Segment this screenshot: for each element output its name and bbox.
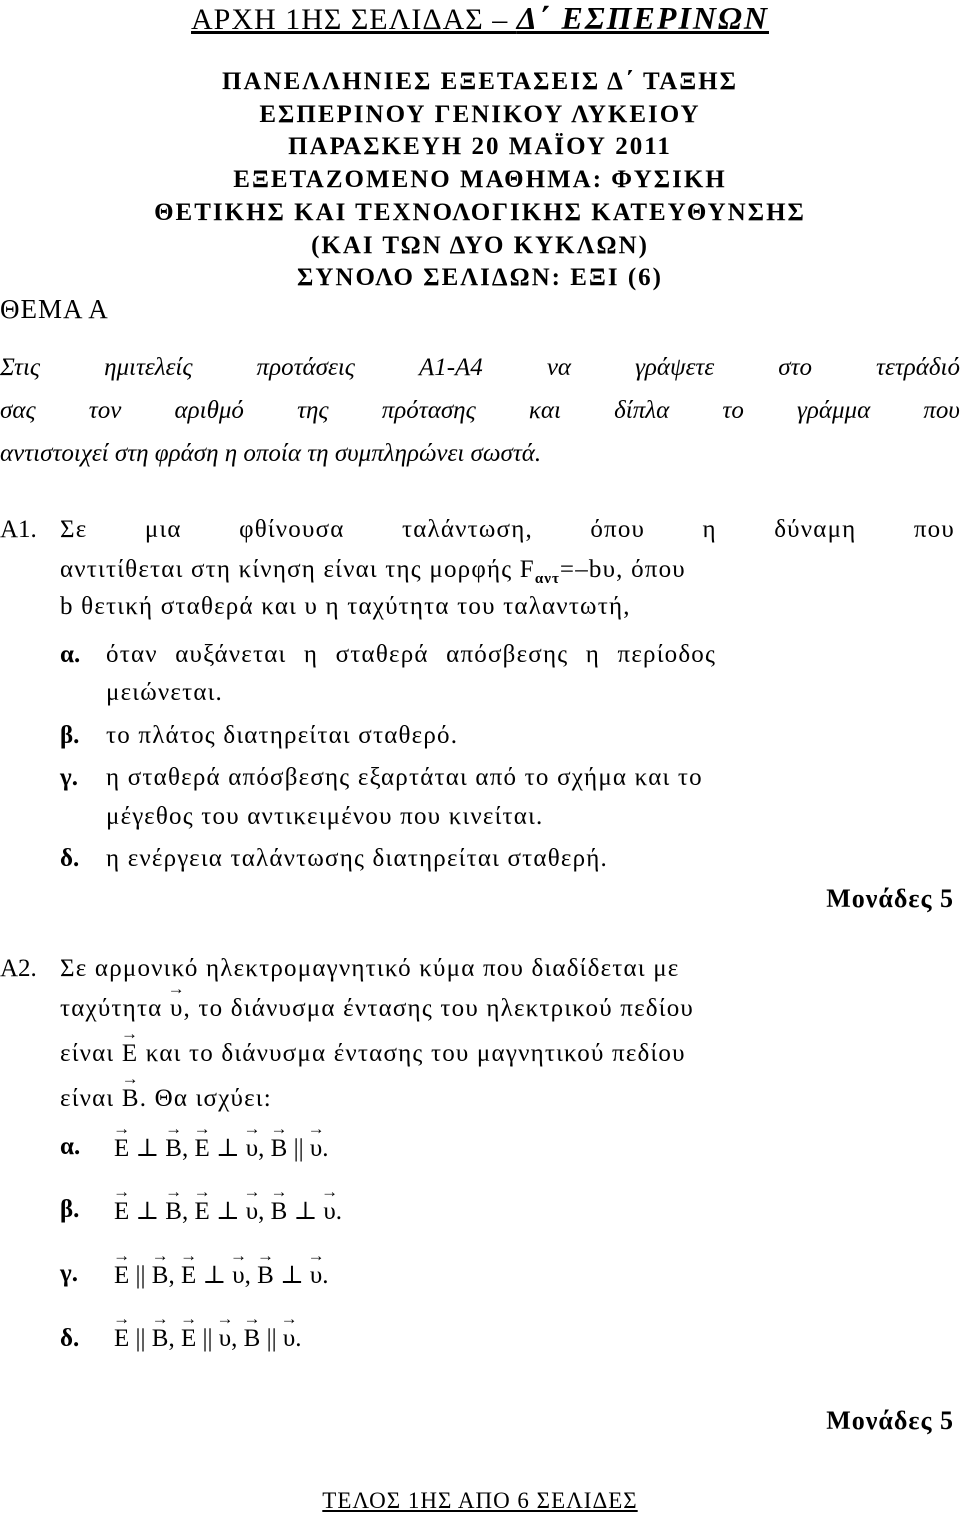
instruction-word: προτάσεις xyxy=(256,354,355,381)
instructions-line xyxy=(0,346,960,389)
instruction-word: και xyxy=(528,397,561,424)
vector-b: → B xyxy=(122,1085,140,1113)
question-a2-stem-line: ταχύτητα → υ, το διάνυσμα έντασης του ηλεκτρικού πεδίου xyxy=(60,995,694,1023)
option-text: μέγεθος του αντικειμένου που κινείται. xyxy=(106,803,544,830)
option-text: η σταθερά απόσβεσης εξαρτάται από το σχήμα και το xyxy=(106,764,703,791)
question-a1-label: Α1. xyxy=(0,516,37,543)
instruction-word: τον xyxy=(88,397,122,424)
running-header-prefix: ΑΡΧΗ 1ΗΣ ΣΕΛΙΔΑΣ – xyxy=(191,3,517,36)
question-a2-stem-line: είναι → E και το διάνυσμα έντασης του μαγνητικού πεδίου xyxy=(60,1040,686,1068)
exam-heading-line: ΘΕΤΙΚΗΣ ΚΑΙ ΤΕΧΝΟΛΟΓΙΚΗΣ ΚΑΤΕΥΘΥΝΣΗΣ xyxy=(154,198,806,226)
question-word: όπου xyxy=(590,516,646,543)
question-a2-label: Α2. xyxy=(0,955,37,982)
exam-heading-line: ΕΣΠΕΡΙΝΟΥ ΓΕΝΙΚΟΥ ΛΥΚΕΙΟΥ xyxy=(259,100,701,128)
question-a2-stem-line: Σε αρμονικό ηλεκτρομαγνητικό κύμα που διαδίδεται με xyxy=(60,955,680,982)
option-text: το πλάτος διατηρείται σταθερό. xyxy=(106,722,459,749)
exam-heading xyxy=(0,66,960,295)
running-header xyxy=(0,0,960,37)
exam-heading-line: ΠΑΝΕΛΛΗΝΙΕΣ ΕΞΕΤΑΣΕΙΣ Δ΄ ΤΑΞΗΣ xyxy=(222,68,738,95)
instructions-line: αντιστοιχεί στη φράση η οποία τη συμπληρώνει σωστά. xyxy=(0,440,542,467)
instruction-word: στο xyxy=(778,354,813,381)
question-a1-stem-line: αντιτίθεται στη κίνηση είναι της μορφής $F_{\alpha\nu\tau}=-b\upsilon$, όπου xyxy=(60,556,686,587)
question-word: η xyxy=(702,516,717,543)
instruction-word: γράμμα xyxy=(797,397,871,424)
question-word: δύναμη xyxy=(774,516,857,543)
option-letter: δ. xyxy=(60,845,80,872)
option-formula: → E ⊥ → B, → E ⊥ → υ, → B || → υ. xyxy=(114,1133,329,1163)
instructions-line xyxy=(0,389,960,432)
instruction-word: δίπλα xyxy=(614,397,670,424)
running-header-emphasis: Δ΄ ΕΣΠΕΡΙΝΩΝ xyxy=(516,0,769,36)
option-formula: → E || → B, → E ⊥ → υ, → B ⊥ → υ. xyxy=(114,1260,329,1290)
option-text: η ενέργεια ταλάντωσης διατηρείται σταθερή. xyxy=(106,845,608,872)
vector-v: → υ xyxy=(170,995,184,1023)
option-text: μειώνεται. xyxy=(106,679,224,706)
instructions xyxy=(0,346,960,475)
question-a1-stem-line: b θετική σταθερά και υ η ταχύτητα του ταλαντωτή, xyxy=(60,593,631,620)
question-word: που xyxy=(913,516,955,543)
option-letter: β. xyxy=(60,1196,80,1223)
page-footer: ΤΕΛΟΣ 1ΗΣ ΑΠΟ 6 ΣΕΛΙΔΕΣ xyxy=(322,1488,638,1513)
instruction-word: το xyxy=(722,397,744,424)
question-a2-stem-line: είναι → B. Θα ισχύει: xyxy=(60,1085,272,1113)
vector-e: → E xyxy=(122,1040,138,1068)
option-letter: δ. xyxy=(60,1325,80,1352)
instruction-word: ημιτελείς xyxy=(104,354,193,381)
instruction-word: Στις xyxy=(0,354,41,381)
question-word: φθίνουσα xyxy=(239,516,345,543)
question-word: μια xyxy=(144,516,182,543)
exam-heading-line: ΣΥΝΟΛΟ ΣΕΛΙΔΩΝ: ΕΞΙ (6) xyxy=(297,264,663,292)
option-formula: → E || → B, → E || → υ, → B || → υ. xyxy=(114,1325,302,1353)
option-letter: α. xyxy=(60,1133,81,1160)
instruction-word: που xyxy=(923,397,960,424)
exam-heading-line: ΠΑΡΑΣΚΕΥΗ 20 ΜΑΪΟΥ 2011 xyxy=(288,133,672,161)
instruction-word: Α1-Α4 xyxy=(418,354,483,381)
instruction-word: αριθμό xyxy=(174,397,244,424)
instruction-word: να xyxy=(546,354,572,381)
option-text: όταν αυξάνεται η σταθερά απόσβεσης η περίοδος xyxy=(106,641,717,668)
option-letter: β. xyxy=(60,722,80,749)
instruction-word: σας xyxy=(0,397,36,424)
marks-a1: Μονάδες 5 xyxy=(826,884,954,913)
instruction-word: τετράδιό xyxy=(876,354,960,381)
option-formula: → E ⊥ → B, → E ⊥ → υ, → B ⊥ → υ. xyxy=(114,1196,342,1226)
option-letter: γ. xyxy=(60,764,78,791)
marks-a2: Μονάδες 5 xyxy=(826,1406,954,1435)
question-word: ταλάντωση, xyxy=(401,516,533,543)
question-word: Σε xyxy=(60,516,88,543)
exam-heading-line: (ΚΑΙ ΤΩΝ ΔΥΟ ΚΥΚΛΩΝ) xyxy=(311,231,649,259)
instruction-word: γράψετε xyxy=(635,354,715,381)
question-a1-stem xyxy=(60,516,955,544)
instruction-word: της xyxy=(297,397,329,424)
subscript-ant: αντ xyxy=(534,571,560,587)
section-title: ΘΕΜΑ Α xyxy=(0,294,109,324)
exam-heading-line: ΕΞΕΤΑΖΟΜΕΝΟ ΜΑΘΗΜΑ: ΦΥΣΙΚΗ xyxy=(233,166,727,194)
instruction-word: πρότασης xyxy=(381,397,476,424)
option-letter: α. xyxy=(60,641,81,668)
option-letter: γ. xyxy=(60,1260,78,1287)
